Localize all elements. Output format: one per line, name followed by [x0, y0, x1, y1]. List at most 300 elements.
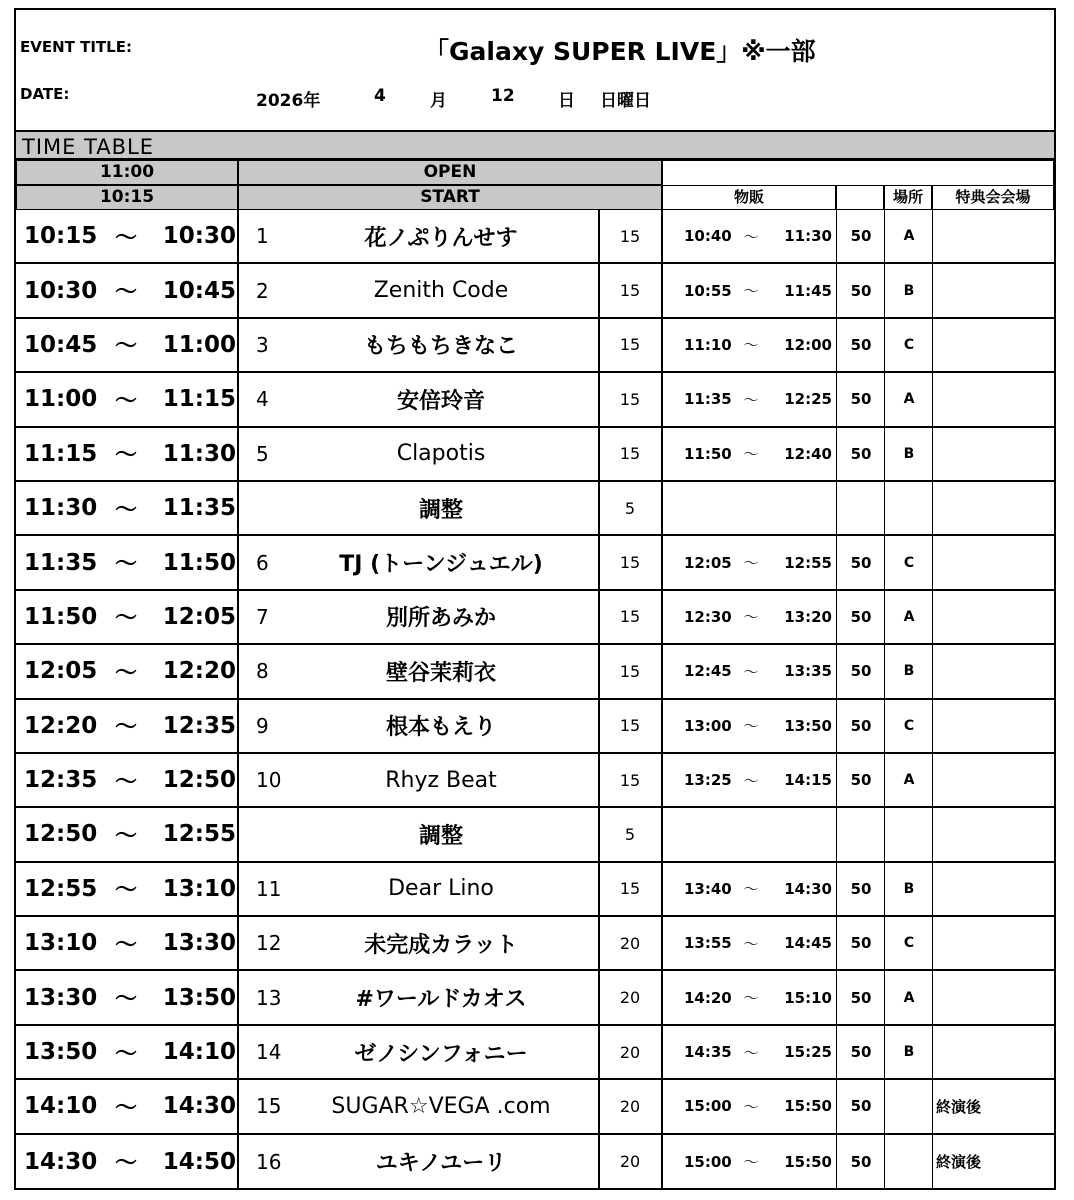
merch-duration: 50 — [850, 771, 872, 790]
merch-place — [886, 808, 932, 860]
table-row — [16, 591, 1054, 645]
performance-end-time: 12:50 — [162, 767, 236, 794]
performance-duration: 15 — [619, 281, 641, 301]
performance-duration: 20 — [619, 1096, 641, 1116]
merch-venue — [936, 863, 1054, 915]
merch-tilde: ～ — [743, 390, 759, 409]
column-divider — [237, 1135, 239, 1189]
performer-name: TJ (トーンジュエル) — [339, 552, 543, 578]
column-divider — [836, 754, 837, 806]
merch-tilde: ～ — [743, 771, 759, 790]
merch-start-time: 11:50 — [684, 444, 732, 463]
column-divider — [661, 210, 663, 262]
performer-name: SUGAR☆VEGA .com — [331, 1093, 551, 1119]
tilde-separator: ～ — [114, 932, 137, 958]
performance-duration: 15 — [619, 879, 641, 899]
performance-duration: 20 — [619, 1152, 641, 1172]
table-row — [16, 1026, 1054, 1080]
performance-number: 11 — [256, 876, 282, 901]
performance-duration: 15 — [619, 226, 641, 246]
performer-name: 安倍玲音 — [396, 388, 485, 414]
merch-duration: 50 — [850, 390, 872, 409]
merch-venue — [936, 1026, 1054, 1078]
merch-end-time: 15:50 — [784, 1097, 832, 1116]
column-divider — [884, 971, 885, 1023]
merch-tilde: ～ — [743, 227, 759, 246]
merch-place: C — [903, 717, 915, 734]
column-divider — [237, 264, 239, 316]
merch-end-time: 14:45 — [784, 934, 832, 953]
performance-duration: 15 — [619, 335, 641, 355]
performance-start-time: 10:15 — [24, 223, 98, 250]
column-divider — [884, 536, 885, 588]
column-divider — [661, 863, 663, 915]
performance-start-time: 13:50 — [24, 1039, 98, 1066]
table-row — [16, 971, 1054, 1025]
tilde-separator: ～ — [114, 660, 137, 686]
column-divider — [836, 645, 837, 697]
merch-tilde — [738, 808, 764, 860]
performer-name: ゼノシンフォニー — [354, 1041, 528, 1067]
tilde-separator: ～ — [114, 606, 137, 632]
merch-venue — [936, 917, 1054, 969]
merch-end-time: 14:15 — [784, 771, 832, 790]
column-divider — [661, 428, 663, 480]
performance-duration: 20 — [619, 988, 641, 1008]
performer-name: 花ノぷりんせす — [364, 225, 518, 251]
merch-venue — [936, 971, 1054, 1023]
column-divider — [836, 591, 837, 643]
performer-name: Dear Lino — [388, 876, 494, 902]
column-divider — [836, 971, 837, 1023]
header-blank-cell — [662, 160, 1054, 185]
table-row — [16, 373, 1054, 427]
column-divider — [237, 645, 239, 697]
merch-tilde: ～ — [743, 554, 759, 573]
performance-start-time: 11:35 — [24, 549, 98, 576]
column-divider — [884, 863, 885, 915]
merch-start-time: 10:40 — [684, 227, 732, 246]
performance-duration: 20 — [619, 1042, 641, 1062]
performance-duration: 5 — [624, 498, 636, 518]
merch-place — [886, 1135, 932, 1189]
performer-name: 別所あみか — [385, 606, 496, 632]
column-divider — [932, 591, 933, 643]
merch-venue — [936, 264, 1054, 316]
column-divider — [237, 1026, 239, 1078]
column-divider — [932, 700, 933, 752]
merch-start-time: 10:55 — [684, 281, 732, 300]
merch-start-time: 14:35 — [684, 1043, 732, 1062]
merch-place: B — [903, 880, 915, 897]
column-divider — [884, 482, 885, 534]
merch-duration: 50 — [850, 553, 872, 572]
merch-duration — [838, 482, 884, 534]
table-row — [16, 754, 1054, 808]
performance-end-time: 10:45 — [162, 277, 236, 304]
performance-start-time: 14:30 — [24, 1148, 98, 1175]
column-divider — [932, 1135, 933, 1189]
merch-start-time: 13:55 — [684, 934, 732, 953]
merch-duration: 50 — [850, 227, 872, 246]
column-divider — [884, 1080, 885, 1132]
column-divider — [237, 536, 239, 588]
column-divider — [661, 917, 663, 969]
column-divider — [884, 808, 885, 860]
merch-start-time: 11:10 — [684, 335, 732, 354]
column-divider — [661, 536, 663, 588]
performance-end-time: 13:10 — [162, 875, 236, 902]
merch-tilde: ～ — [743, 336, 759, 355]
performance-end-time: 11:15 — [162, 386, 236, 413]
performer-name: Clapotis — [396, 441, 486, 467]
column-divider — [237, 808, 239, 860]
column-divider — [836, 264, 837, 316]
tilde-separator: ～ — [114, 1095, 137, 1121]
merch-end-time: 11:30 — [784, 227, 832, 246]
performance-start-time: 12:50 — [24, 821, 98, 848]
performance-start-time: 12:35 — [24, 767, 98, 794]
column-divider — [884, 1026, 885, 1078]
merch-duration-header — [836, 185, 884, 210]
performance-end-time: 11:50 — [162, 549, 236, 576]
merch-end-time: 15:50 — [784, 1152, 832, 1171]
column-divider — [884, 754, 885, 806]
performance-duration: 15 — [619, 770, 641, 790]
merch-venue — [936, 591, 1054, 643]
performance-number: 1 — [256, 224, 269, 249]
merch-duration: 50 — [850, 1097, 872, 1116]
merch-place: C — [903, 336, 915, 353]
merch-place: C — [903, 935, 915, 952]
column-divider — [932, 917, 933, 969]
tilde-separator: ～ — [114, 715, 137, 741]
event-title-label: EVENT TITLE: — [20, 38, 132, 56]
merch-tilde: ～ — [743, 282, 759, 301]
merch-place — [886, 482, 932, 534]
date-month-kanji: 月 — [430, 91, 447, 111]
column-divider — [836, 319, 837, 371]
performance-end-time: 12:05 — [162, 603, 236, 630]
performance-duration: 5 — [624, 824, 636, 844]
date-day: 12 — [491, 86, 515, 106]
merch-place: A — [903, 772, 915, 789]
performance-end-time: 12:55 — [162, 821, 236, 848]
column-divider — [836, 700, 837, 752]
merch-venue — [936, 754, 1054, 806]
column-divider — [661, 482, 663, 534]
merch-place — [886, 1080, 932, 1132]
performer-name: もちもちきなこ — [363, 334, 518, 360]
performance-duration: 15 — [619, 661, 641, 681]
performance-duration: 15 — [619, 389, 641, 409]
performance-number: 9 — [256, 713, 269, 738]
merch-venue — [936, 428, 1054, 480]
performance-number: 13 — [256, 985, 282, 1010]
performance-start-time: 13:10 — [24, 930, 98, 957]
merch-tilde: ～ — [743, 934, 759, 953]
date-label: DATE: — [20, 85, 70, 103]
tilde-separator: ～ — [114, 388, 137, 414]
merch-tilde: ～ — [743, 445, 759, 464]
date-year: 2026年 — [256, 91, 321, 111]
column-divider — [661, 754, 663, 806]
merch-place: B — [903, 445, 915, 462]
column-divider — [661, 591, 663, 643]
performance-number: 2 — [256, 278, 269, 303]
merch-place: B — [903, 282, 915, 299]
column-divider — [932, 863, 933, 915]
column-divider — [884, 373, 885, 425]
column-divider — [661, 1135, 663, 1189]
column-divider — [836, 482, 837, 534]
column-divider — [661, 645, 663, 697]
performance-start-time: 11:15 — [24, 440, 98, 467]
column-divider — [932, 645, 933, 697]
merch-tilde: ～ — [743, 608, 759, 627]
merch-tilde: ～ — [743, 662, 759, 681]
merch-tilde: ～ — [743, 1097, 759, 1116]
performance-number: 4 — [256, 387, 269, 412]
open-label: OPEN — [238, 160, 662, 185]
column-divider — [932, 971, 933, 1023]
column-divider — [661, 808, 663, 860]
table-row — [16, 1080, 1054, 1134]
merch-start-time: 15:00 — [684, 1152, 732, 1171]
column-divider — [836, 917, 837, 969]
column-divider — [884, 917, 885, 969]
column-divider — [884, 591, 885, 643]
merch-tilde: ～ — [743, 1153, 759, 1172]
performance-end-time: 13:50 — [162, 984, 236, 1011]
merch-duration: 50 — [850, 879, 872, 898]
merch-start-time: 12:05 — [684, 553, 732, 572]
tilde-separator: ～ — [114, 769, 137, 795]
column-divider — [884, 210, 885, 262]
merch-tilde — [738, 482, 764, 534]
column-divider — [237, 482, 239, 534]
performance-start-time: 12:20 — [24, 712, 98, 739]
timetable-bar — [16, 130, 1054, 160]
merch-end-time: 15:25 — [784, 1043, 832, 1062]
performance-number: 3 — [256, 332, 269, 357]
column-divider — [836, 1026, 837, 1078]
column-divider — [884, 264, 885, 316]
column-divider — [884, 319, 885, 371]
merch-header: 物販 — [662, 185, 836, 210]
merch-end-time: 12:00 — [784, 335, 832, 354]
performer-name: #ワールドカオス — [355, 987, 527, 1013]
column-divider — [836, 1135, 837, 1189]
merch-end-time: 12:40 — [784, 444, 832, 463]
column-divider — [932, 754, 933, 806]
performer-name: 調整 — [418, 497, 463, 523]
merch-duration: 50 — [850, 335, 872, 354]
performance-end-time: 12:35 — [162, 712, 236, 739]
merch-place: A — [903, 608, 915, 625]
merch-place: A — [903, 391, 915, 408]
column-divider — [932, 428, 933, 480]
merch-end-time: 12:55 — [784, 553, 832, 572]
column-divider — [932, 210, 933, 262]
merch-venue — [936, 210, 1054, 262]
performance-number — [256, 808, 296, 860]
table-row — [16, 428, 1054, 482]
merch-start-time: 12:30 — [684, 607, 732, 626]
open-time: 11:00 — [16, 160, 238, 185]
column-divider — [836, 863, 837, 915]
performance-number: 8 — [256, 659, 269, 684]
performance-duration: 15 — [619, 607, 641, 627]
performance-number: 14 — [256, 1040, 282, 1065]
merch-end-time: 13:35 — [784, 662, 832, 681]
column-divider — [237, 917, 239, 969]
performer-name: 調整 — [418, 823, 463, 849]
start-label: START — [238, 185, 662, 210]
column-divider — [932, 482, 933, 534]
table-row — [16, 536, 1054, 590]
column-divider — [237, 700, 239, 752]
performer-name: Rhyz Beat — [385, 767, 497, 793]
performer-name: 壁谷茉莉衣 — [385, 660, 496, 686]
table-row — [16, 264, 1054, 318]
merch-end-time: 15:10 — [784, 988, 832, 1007]
merch-start-time: 15:00 — [684, 1097, 732, 1116]
merch-end-time: 14:30 — [784, 879, 832, 898]
column-divider — [932, 1080, 933, 1132]
timetable-rows — [16, 210, 1054, 1189]
merch-tilde: ～ — [743, 880, 759, 899]
merch-venue — [936, 373, 1054, 425]
merch-duration: 50 — [850, 444, 872, 463]
performance-start-time: 13:30 — [24, 984, 98, 1011]
merch-start-time — [684, 482, 734, 534]
date-weekday: 日曜日 — [600, 91, 651, 111]
column-divider — [836, 428, 837, 480]
performance-duration: 20 — [619, 933, 641, 953]
timetable-sheet — [14, 8, 1056, 1190]
merch-duration: 50 — [850, 1152, 872, 1171]
column-divider — [836, 1080, 837, 1132]
column-divider — [237, 591, 239, 643]
merch-end-time: 13:20 — [784, 607, 832, 626]
merch-place: C — [903, 554, 915, 571]
column-divider — [884, 645, 885, 697]
performer-name: 根本もえり — [385, 715, 496, 741]
merch-end-time — [780, 808, 832, 860]
column-divider — [836, 373, 837, 425]
performance-duration: 15 — [619, 553, 641, 573]
column-divider — [932, 319, 933, 371]
merch-start-time: 13:25 — [684, 771, 732, 790]
merch-start-time: 13:40 — [684, 879, 732, 898]
performance-number — [256, 482, 296, 534]
date-day-kanji: 日 — [558, 91, 575, 111]
column-divider — [237, 863, 239, 915]
performance-start-time: 12:05 — [24, 658, 98, 685]
column-divider — [884, 1135, 885, 1189]
column-divider — [836, 536, 837, 588]
merch-end-time: 11:45 — [784, 281, 832, 300]
tilde-separator: ～ — [114, 1151, 137, 1177]
performance-number: 10 — [256, 768, 282, 793]
tilde-separator: ～ — [114, 443, 137, 469]
column-divider — [237, 971, 239, 1023]
column-divider — [836, 210, 837, 262]
merch-tilde: ～ — [743, 717, 759, 736]
column-divider — [884, 428, 885, 480]
column-divider — [661, 1080, 663, 1132]
performance-start-time: 10:45 — [24, 331, 98, 358]
performance-end-time: 14:30 — [162, 1093, 236, 1120]
column-divider — [932, 373, 933, 425]
merch-place: A — [903, 228, 915, 245]
merch-venue — [936, 700, 1054, 752]
column-divider — [932, 264, 933, 316]
merch-duration: 50 — [850, 281, 872, 300]
performance-number: 15 — [256, 1094, 282, 1119]
column-divider — [661, 971, 663, 1023]
venue-header: 特典会会場 — [932, 185, 1054, 210]
performance-end-time: 14:50 — [162, 1148, 236, 1175]
merch-venue: 終演後 — [936, 1097, 982, 1116]
tilde-separator: ～ — [114, 823, 137, 849]
tilde-separator: ～ — [114, 552, 137, 578]
column-divider — [237, 210, 239, 262]
column-divider — [661, 264, 663, 316]
event-title: 「Galaxy SUPER LIVE」※一部 — [424, 37, 816, 66]
tilde-separator: ～ — [114, 280, 137, 306]
table-row — [16, 319, 1054, 373]
merch-duration: 50 — [850, 662, 872, 681]
performance-number: 7 — [256, 604, 269, 629]
performance-end-time: 11:30 — [162, 440, 236, 467]
column-divider — [237, 373, 239, 425]
performance-start-time: 11:00 — [24, 386, 98, 413]
merch-place: B — [903, 663, 915, 680]
performance-end-time: 14:10 — [162, 1039, 236, 1066]
performer-name: Zenith Code — [373, 278, 509, 304]
performance-start-time: 10:30 — [24, 277, 98, 304]
merch-venue — [936, 645, 1054, 697]
merch-duration — [838, 808, 884, 860]
start-time: 10:15 — [16, 185, 238, 210]
column-divider — [661, 319, 663, 371]
place-header: 場所 — [884, 185, 932, 210]
timetable-label: TIME TABLE — [22, 135, 155, 159]
performer-name: ユキノユーリ — [375, 1151, 507, 1177]
table-row — [16, 863, 1054, 917]
performance-end-time: 12:20 — [162, 658, 236, 685]
performance-start-time: 12:55 — [24, 875, 98, 902]
performance-end-time: 11:35 — [162, 495, 236, 522]
merch-tilde: ～ — [743, 1043, 759, 1062]
merch-place: A — [903, 989, 915, 1006]
performance-end-time: 13:30 — [162, 930, 236, 957]
tilde-separator: ～ — [114, 987, 137, 1013]
tilde-separator: ～ — [114, 497, 137, 523]
column-divider — [932, 536, 933, 588]
column-divider — [932, 1026, 933, 1078]
merch-venue: 終演後 — [936, 1153, 982, 1172]
merch-end-time: 12:25 — [784, 390, 832, 409]
date-month: 4 — [374, 86, 386, 106]
merch-end-time: 13:50 — [784, 716, 832, 735]
merch-tilde: ～ — [743, 989, 759, 1008]
column-divider — [661, 700, 663, 752]
column-divider — [932, 808, 933, 860]
performance-end-time: 10:30 — [162, 223, 236, 250]
